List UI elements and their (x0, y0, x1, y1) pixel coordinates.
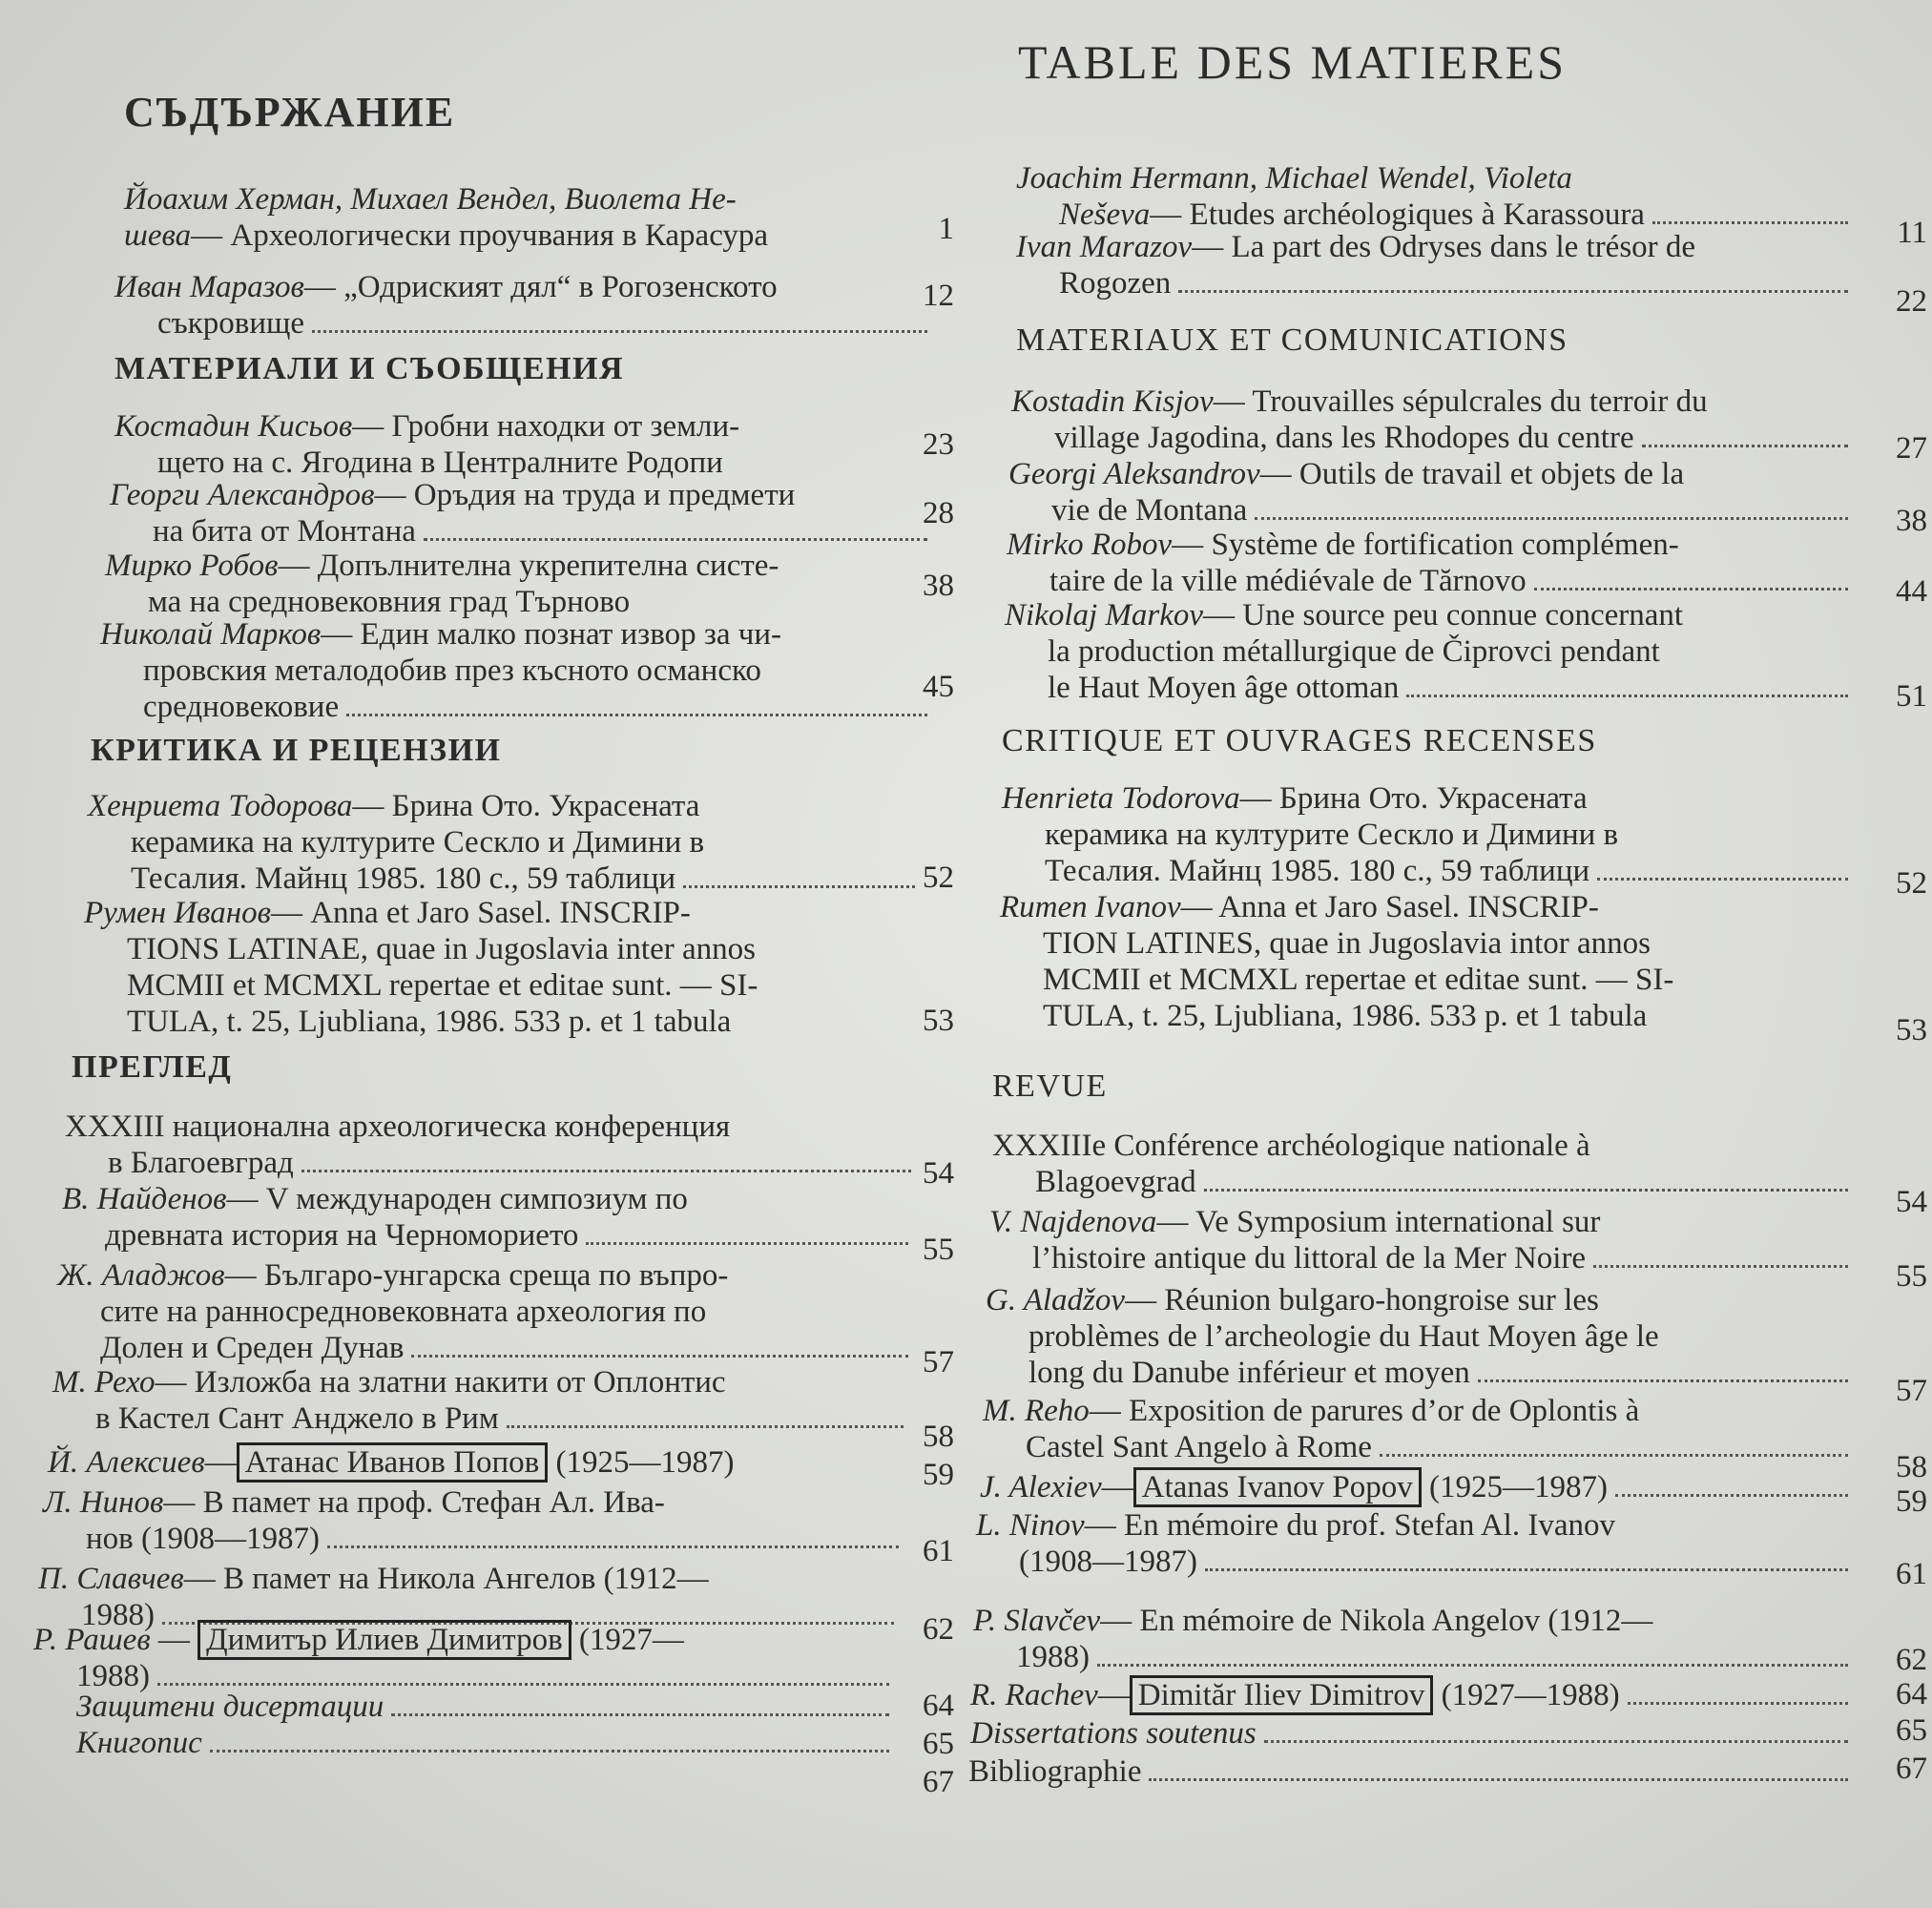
toc-entry (1016, 229, 1856, 301)
toc-entry (124, 181, 945, 254)
entry-title: керамика на културите Сескло и Димини в (131, 825, 705, 860)
entry-title: XXXIII национална археологическа конференция (65, 1110, 731, 1144)
dot-leader (346, 714, 927, 716)
page-number: 53 (1896, 1013, 1927, 1047)
entry-title: — Брина Ото. Украсената (1239, 781, 1588, 816)
dot-leader (1097, 1664, 1848, 1667)
entry-title: — La part des Odryses dans le trésor de (1192, 230, 1696, 264)
dot-leader (1534, 588, 1848, 591)
entry-title: — Une source peu connue concernant (1203, 598, 1684, 633)
page-number: 62 (1896, 1643, 1927, 1677)
dot-leader (1642, 445, 1848, 447)
entry-title: керамика на културите Сескло и Димини в (1045, 818, 1619, 852)
entry-title: TULA, t. 25, Ljubliana, 1986. 533 p. et 1 tabula (1043, 999, 1648, 1033)
toc-entry (973, 1603, 1856, 1675)
page-number: 54 (1896, 1185, 1927, 1219)
entry-title: taire de la ville médiévale de Tărnovo (1049, 564, 1527, 598)
entry-author: В. Найденов (62, 1182, 227, 1216)
section-heading: MATERIAUX ET COMUNICATIONS (1016, 322, 1568, 358)
toc-entry (976, 1507, 1856, 1580)
toc-entry (1011, 384, 1856, 456)
toc-entry (100, 616, 935, 725)
boxed-name: Dimităr Iliev Dimitrov (1130, 1675, 1434, 1715)
entry-title: сите на ранносредновековната археология по (100, 1295, 707, 1329)
page-number: 57 (1896, 1374, 1927, 1408)
page-number: 54 (923, 1156, 954, 1191)
entry-title: Blagoevgrad (1035, 1165, 1196, 1199)
toc-entry (1016, 160, 1856, 233)
section-heading: МАТЕРИАЛИ И СЪОБЩЕНИЯ (114, 351, 625, 386)
toc-entry (65, 1109, 919, 1181)
entry-title: — Брина Ото. Украсената (352, 789, 700, 823)
entry-title: — Археологически проучвания в Карасура (191, 218, 769, 253)
page-number: 44 (1896, 574, 1927, 609)
entry-title: MCMII et MCMXL repertae et editae sunt. — SI- (127, 968, 758, 1003)
toc-entry (84, 895, 924, 1040)
toc-entry (62, 1181, 916, 1254)
page-number: 57 (923, 1345, 954, 1379)
page-number: 1 (938, 212, 954, 246)
page-number: 51 (1896, 679, 1927, 714)
entry-author: М. Рехо (52, 1365, 156, 1400)
page-number: 55 (1896, 1259, 1927, 1294)
entry-title: в Кастел Сант Анджело в Рим (95, 1401, 499, 1436)
dot-leader (312, 330, 927, 333)
entry-title: провския металодобив през късното османско (143, 653, 761, 688)
entry-title: l’histoire antique du littoral de la Mer Noire (1032, 1241, 1587, 1275)
section-heading: CRITIQUE ET OUVRAGES RECENSES (1002, 723, 1597, 758)
entry-title: long du Danube inférieur et moyen (1028, 1356, 1470, 1390)
page-number: 38 (1896, 504, 1927, 538)
dot-leader (1264, 1740, 1848, 1743)
entry-title: на бита от Монтана (153, 514, 416, 549)
boxed-name: Димитър Илиев Димитров (197, 1620, 571, 1660)
entry-title: — Изложба на златни накити от Оплонтис (155, 1365, 726, 1400)
entry-title: — Оръдия на труда и предмети (374, 478, 796, 512)
entry-title: Долен и Среден Дунав (100, 1331, 405, 1365)
page-number: 59 (1896, 1484, 1927, 1519)
entry-author: Mirko Robov (1007, 528, 1173, 562)
toc-entry: Й. Алексиев— Атанас Иванов Попов (1925—1987) (48, 1444, 906, 1481)
dot-leader (1204, 1189, 1848, 1192)
page-number: 28 (923, 496, 954, 530)
entry-author: П. Славчев (38, 1562, 184, 1596)
entry-author: V. Najdenova (989, 1205, 1157, 1239)
entry-title: ма на средновековния град Търново (148, 585, 631, 619)
page-number: 64 (923, 1689, 954, 1723)
toc-entry (43, 1484, 906, 1557)
entry-title: TIONS LATINAE, quae in Jugoslavia inter annos (127, 932, 756, 966)
entry-title: MCMII et MCMXL repertae et editae sunt. — SI- (1043, 963, 1674, 997)
dot-leader (411, 1355, 908, 1358)
entry-author: Ivan Marazov (1016, 230, 1193, 264)
entry-title: vie de Montana (1051, 493, 1248, 528)
toc-entry (57, 1257, 916, 1366)
dot-leader (301, 1170, 911, 1172)
entry-title: Тесалия. Майнц 1985. 180 с., 59 таблици (131, 861, 676, 896)
page-number: 58 (923, 1420, 954, 1454)
toc-entry (76, 1725, 897, 1761)
dot-leader (683, 885, 915, 888)
entry-author: R. Rachev (970, 1678, 1098, 1712)
entry-title: la production métallurgique de Čiprovci pendant (1048, 634, 1660, 669)
entry-author: Йоахим Херман, Михаел Вендел, Виолета Не- (124, 182, 737, 217)
entry-title: Защитени дисертации (76, 1690, 384, 1724)
entry-author: Henrieta Todorova (1002, 781, 1240, 816)
toc-entry (114, 269, 935, 342)
dot-leader (157, 1683, 889, 1686)
entry-title: — Българо-унгарска среща по въпро- (224, 1258, 729, 1293)
entry-author: Joachim Hermann, Michael Wendel, Violeta (1016, 161, 1572, 196)
entry-author: Мирко Робов (105, 549, 279, 583)
page-number: 27 (1896, 431, 1927, 466)
entry-title: problèmes de l’archeologie du Haut Moyen âge le (1028, 1319, 1659, 1354)
entry-title: — Trouvailles sépulcrales du terroir du (1213, 384, 1708, 419)
page-number: 67 (923, 1765, 954, 1799)
entry-title: TION LATINES, quae in Jugoslavia intor annos (1043, 926, 1651, 961)
page-number: 11 (1897, 216, 1927, 250)
toc-entry (76, 1689, 897, 1725)
toc-entry (986, 1282, 1856, 1391)
dot-leader (1628, 1702, 1848, 1705)
entry-author: Rumen Ivanov (1000, 890, 1181, 924)
entry-author: M. Reho (983, 1394, 1090, 1428)
entry-title: — Système de fortification complémen- (1172, 528, 1679, 562)
page-number: 67 (1896, 1752, 1927, 1786)
entry-title: Bibliographie (968, 1754, 1142, 1789)
toc-entry (88, 788, 923, 897)
page-number: 59 (923, 1458, 954, 1492)
entry-title: Dissertations soutenus (970, 1716, 1257, 1751)
entry-author: Костадин Кисьов (114, 409, 353, 444)
entry-title: Книгопис (76, 1726, 202, 1760)
toc-entry (983, 1393, 1856, 1465)
entry-title: — Outils de travail et objets de la (1259, 457, 1685, 491)
entry-title: Rogozen (1059, 266, 1172, 301)
right-title: TABLE DES MATIERES (1018, 35, 1567, 89)
dot-leader (586, 1242, 908, 1245)
entry-title: (1927—1988) (1441, 1678, 1620, 1712)
dot-leader (507, 1425, 904, 1428)
toc-entry (989, 1204, 1856, 1276)
entry-title: — Anna et Jaro Sasel. INSCRIP- (1180, 890, 1599, 924)
page-number: 61 (1896, 1557, 1927, 1591)
boxed-name: Atanas Ivanov Popov (1133, 1467, 1422, 1507)
entry-author: Иван Маразов (114, 270, 304, 304)
dot-leader (1597, 878, 1848, 881)
dot-leader (1652, 221, 1848, 224)
entry-title: — Гробни находки от земли- (352, 409, 740, 444)
toc-entry: J. Alexiev— Atanas Ivanov Popov (1925—1987) (980, 1469, 1856, 1505)
entry-title: — Etudes archéologiques à Karassoura (1150, 197, 1645, 232)
entry-title: — Допълнителна укрепителна систе- (278, 549, 779, 583)
left-title: СЪДЪРЖАНИЕ (124, 89, 456, 135)
dot-leader (424, 538, 927, 541)
page-number: 52 (923, 861, 954, 895)
toc-entry (1002, 780, 1856, 889)
toc-entry (105, 548, 935, 620)
entry-title: 1988) (1016, 1640, 1090, 1674)
entry-title: XXXIIIe Conférence archéologique nationale à (992, 1129, 1590, 1163)
entry-title: нов (1908—1987) (86, 1522, 320, 1556)
dot-leader (210, 1750, 889, 1752)
entry-title: — V международен симпозиум по (226, 1182, 688, 1216)
entry-author: Ж. Аладжов (57, 1258, 225, 1293)
entry-author: Р. Рашев (33, 1623, 151, 1657)
toc-entry (110, 477, 935, 550)
page-number: 61 (923, 1534, 954, 1568)
entry-author: Николай Марков (100, 617, 322, 652)
boxed-name: Атанас Иванов Попов (237, 1442, 549, 1483)
page-number: 23 (923, 427, 954, 462)
entry-author: J. Alexiev (980, 1470, 1102, 1504)
page-number: 45 (923, 670, 954, 704)
page-number: 58 (1896, 1450, 1927, 1484)
entry-title: — В памет на проф. Стефан Ал. Ива- (163, 1485, 665, 1520)
toc-entry: Р. Рашев — Димитър Илиев Димитров (1927— 1988) (33, 1622, 897, 1694)
entry-title: village Jagodina, dans les Rhodopes du centre (1054, 421, 1634, 455)
entry-author: Румен Иванов (84, 896, 271, 930)
entry-title: средновековие (143, 690, 340, 724)
entry-title: Тесалия. Майнц 1985. 180 с., 59 таблици (1045, 854, 1590, 888)
toc-entry (1000, 889, 1856, 1034)
page-number: 12 (923, 279, 954, 313)
toc-entry (968, 1753, 1856, 1790)
entry-author: Й. Алексиев (48, 1445, 205, 1480)
entry-title: Castel Sant Angelo à Rome (1026, 1430, 1372, 1464)
dot-leader (1178, 290, 1848, 293)
page-number: 65 (1896, 1713, 1927, 1748)
page-number: 38 (923, 569, 954, 603)
entry-author: Nikolaj Markov (1005, 598, 1204, 633)
entry-title: le Haut Moyen âge ottoman (1048, 671, 1400, 705)
page-number: 62 (923, 1612, 954, 1647)
entry-title: щето на с. Ягодина в Централните Родопи (157, 446, 723, 480)
entry-author: шева (124, 218, 192, 253)
toc-entry (114, 408, 935, 481)
entry-title: — В памет на Никола Ангелов (1912— (183, 1562, 709, 1596)
toc-entry (992, 1128, 1856, 1200)
dot-leader (1380, 1454, 1848, 1457)
page-number: 52 (1896, 866, 1927, 901)
entry-author: Neševa (1059, 197, 1151, 232)
entry-title: (1925—1987) (1429, 1470, 1609, 1504)
entry-title: — Réunion bulgaro-hongroise sur les (1125, 1283, 1599, 1317)
page-number: 64 (1896, 1677, 1927, 1711)
entry-title: (1927— (578, 1623, 684, 1657)
dot-leader (1593, 1265, 1848, 1268)
toc-entry (1008, 456, 1856, 529)
toc-entry (1007, 527, 1856, 599)
dot-leader (391, 1713, 889, 1716)
entry-author: Л. Нинов (43, 1485, 164, 1520)
entry-title: — Един малко познат извор за чи- (321, 617, 782, 652)
page-number: 55 (923, 1233, 954, 1267)
page-number: 65 (923, 1727, 954, 1761)
section-heading: REVUE (992, 1068, 1108, 1104)
dot-leader (1149, 1778, 1848, 1781)
entry-title: древната история на Черноморието (105, 1218, 579, 1253)
page-number: 22 (1896, 284, 1927, 319)
entry-title: (1925—1987) (555, 1445, 735, 1480)
toc-entry (1005, 597, 1856, 706)
dot-leader (1205, 1568, 1848, 1571)
entry-title: (1908—1987) (1019, 1545, 1197, 1579)
entry-title: в Благоевград (108, 1146, 294, 1180)
entry-title: TULA, t. 25, Ljubliana, 1986. 533 p. et 1 tabula (127, 1005, 732, 1039)
entry-title: — En mémoire du prof. Stefan Al. Ivanov (1084, 1508, 1615, 1543)
entry-author: P. Slavčev (973, 1604, 1101, 1638)
entry-title: 1988) (76, 1659, 150, 1693)
entry-title: съкровище (157, 306, 305, 341)
entry-author: Kostadin Kisjov (1011, 384, 1214, 419)
entry-title: — Anna et Jaro Sasel. INSCRIP- (270, 896, 691, 930)
entry-author: G. Aladžov (986, 1283, 1126, 1317)
dot-leader (1406, 695, 1848, 697)
entry-title: — Exposition de parures d’or de Oplontis à (1089, 1394, 1640, 1428)
entry-author: Георги Александров (110, 478, 375, 512)
entry-author: Хенриета Тодорова (88, 789, 353, 823)
dot-leader (327, 1545, 899, 1548)
dot-leader (1478, 1379, 1848, 1382)
entry-author: Georgi Aleksandrov (1008, 457, 1260, 491)
dot-leader (1615, 1494, 1848, 1497)
entry-title: — En mémoire de Nikola Angelov (1912— (1100, 1604, 1653, 1638)
toc-entry: R. Rachev— Dimităr Iliev Dimitrov (1927—1988) (970, 1677, 1856, 1713)
toc-entry (970, 1715, 1856, 1752)
section-heading: ПРЕГЛЕД (72, 1049, 233, 1085)
entry-title: — Ve Symposium international sur (1156, 1205, 1601, 1239)
entry-title: 1988) (81, 1598, 155, 1632)
page-number: 53 (923, 1004, 954, 1038)
entry-author: L. Ninov (976, 1508, 1085, 1543)
entry-title: — „Одриският дял“ в Рогозенското (303, 270, 778, 304)
dot-leader (1255, 517, 1848, 520)
section-heading: КРИТИКА И РЕЦЕНЗИИ (91, 733, 502, 768)
toc-entry (52, 1364, 911, 1437)
